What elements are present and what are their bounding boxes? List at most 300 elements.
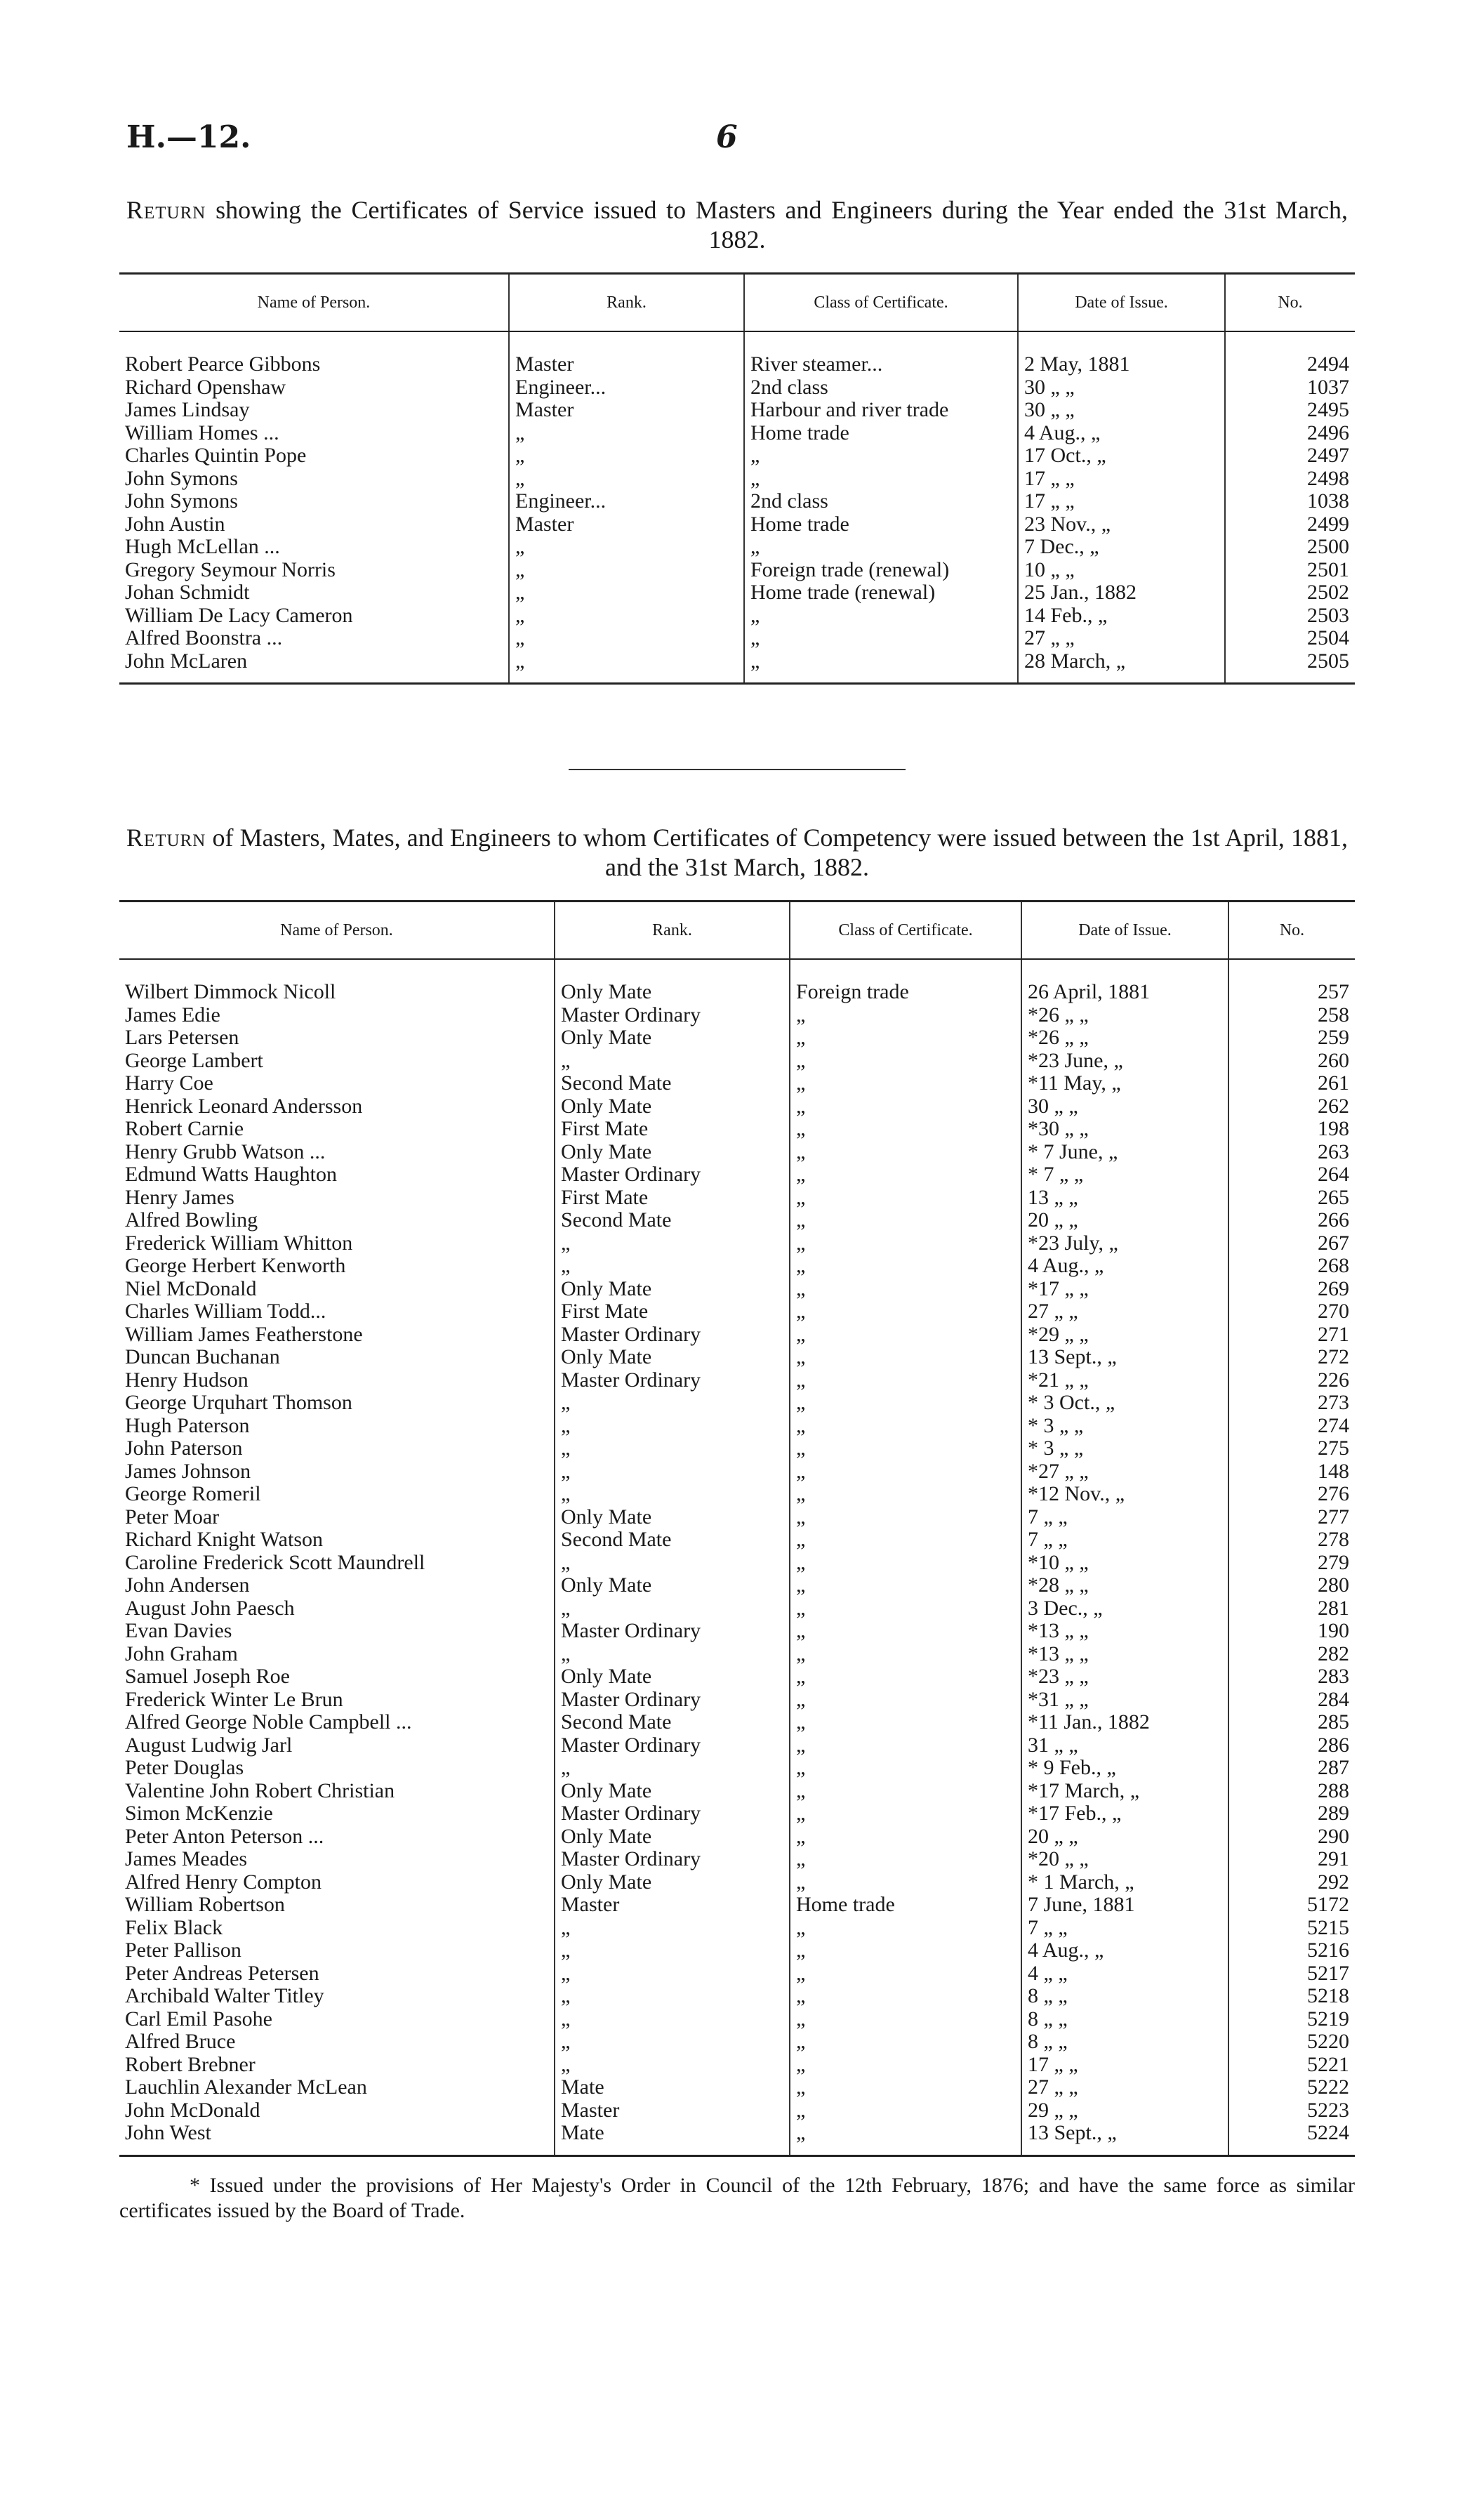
cell-class: Harbour and river trade bbox=[744, 399, 1018, 422]
table-row bbox=[119, 1050, 1355, 1073]
cell-name: Archibald Walter Titley bbox=[125, 1985, 324, 2007]
cell-number: 2504 bbox=[1225, 627, 1355, 650]
cell-class: „ bbox=[790, 1437, 1021, 1460]
cell-number: 268 bbox=[1228, 1255, 1355, 1278]
cell-date: 3 Dec., „ bbox=[1021, 1597, 1228, 1620]
cell-number: 272 bbox=[1228, 1346, 1355, 1369]
cell-number: 288 bbox=[1228, 1780, 1355, 1803]
cell-rank: „ bbox=[555, 1757, 790, 1780]
cell-date: *13 „ „ bbox=[1021, 1620, 1228, 1643]
table-row bbox=[119, 581, 1355, 605]
cell-name: Robert Pearce Gibbons bbox=[125, 353, 321, 376]
cell-name: Alfred George Noble Campbell ... bbox=[125, 1711, 412, 1734]
table-spacer-row bbox=[119, 959, 1355, 981]
cell-date: 30 „ „ bbox=[1021, 1095, 1228, 1118]
cell-class: „ bbox=[790, 1095, 1021, 1118]
cell-rank: Second Mate bbox=[555, 1209, 790, 1232]
page-number: 6 bbox=[716, 119, 738, 155]
cell-class: „ bbox=[790, 1026, 1021, 1050]
cell-class: „ bbox=[790, 1255, 1021, 1278]
table-row bbox=[119, 353, 1355, 376]
cell-date: 27 „ „ bbox=[1018, 627, 1225, 650]
cell-class: „ bbox=[790, 1962, 1021, 1986]
cell-number: 267 bbox=[1228, 1232, 1355, 1255]
table-row bbox=[119, 605, 1355, 628]
cell-name: Alfred Bowling bbox=[125, 1209, 258, 1232]
cell-class: Home trade bbox=[744, 422, 1018, 445]
table-row bbox=[119, 1095, 1355, 1118]
cell-rank: Master Ordinary bbox=[555, 1848, 790, 1871]
cell-class: „ bbox=[790, 1483, 1021, 1506]
page-header bbox=[126, 119, 1348, 161]
cell-class: Foreign trade (renewal) bbox=[744, 559, 1018, 582]
cell-rank: Master Ordinary bbox=[555, 1323, 790, 1347]
table-row bbox=[119, 650, 1355, 673]
cell-class: 2nd class bbox=[744, 376, 1018, 400]
cell-class: „ bbox=[790, 1597, 1021, 1620]
cell-rank: Master bbox=[509, 353, 744, 376]
table-spacer-row bbox=[119, 2145, 1355, 2156]
cell-class: „ bbox=[790, 1323, 1021, 1347]
cell-rank: Only Mate bbox=[555, 1278, 790, 1301]
cell-date: 8 „ „ bbox=[1021, 2008, 1228, 2031]
cell-number: 280 bbox=[1228, 1574, 1355, 1597]
table2-title-text: of Masters, Mates, and Engineers to whom Certificates of Competency were issued between the 1st April, 1881, and the 31st March, 1882. bbox=[212, 824, 1349, 881]
table-row bbox=[119, 1552, 1355, 1575]
cell-rank: First Mate bbox=[555, 1187, 790, 1210]
cell-name: Peter Douglas bbox=[125, 1757, 244, 1779]
cell-name: Edmund Watts Haughton bbox=[125, 1163, 338, 1186]
cell-class: „ bbox=[790, 1643, 1021, 1666]
table-row bbox=[119, 2122, 1355, 2145]
table-header-row bbox=[119, 902, 1355, 960]
cell-date: 31 „ „ bbox=[1021, 1734, 1228, 1757]
cell-date: *30 „ „ bbox=[1021, 1118, 1228, 1141]
cell-name: Robert Brebner bbox=[125, 2053, 256, 2076]
table-row bbox=[119, 1323, 1355, 1347]
table-row bbox=[119, 627, 1355, 650]
cell-number: 2494 bbox=[1225, 353, 1355, 376]
cell-name: Felix Black bbox=[125, 1916, 223, 1939]
cell-number: 226 bbox=[1228, 1369, 1355, 1392]
cell-rank: Master bbox=[509, 513, 744, 536]
cell-date: 17 „ „ bbox=[1018, 490, 1225, 513]
cell-class: „ bbox=[790, 1780, 1021, 1803]
cell-number: 287 bbox=[1228, 1757, 1355, 1780]
cell-name: Duncan Buchanan bbox=[125, 1346, 280, 1368]
cell-rank: „ bbox=[555, 1643, 790, 1666]
cell-rank: Master Ordinary bbox=[555, 1620, 790, 1643]
cell-class: „ bbox=[790, 2076, 1021, 2099]
cell-rank: Only Mate bbox=[555, 1825, 790, 1849]
cell-class: „ bbox=[790, 1528, 1021, 1552]
cell-date: 13 Sept., „ bbox=[1021, 2122, 1228, 2145]
cell-name: Alfred Bruce bbox=[125, 2031, 236, 2053]
table-row bbox=[119, 1689, 1355, 1712]
cell-name: John West bbox=[125, 2122, 211, 2144]
cell-date: * 3 Oct., „ bbox=[1021, 1392, 1228, 1415]
cell-name: Gregory Seymour Norris bbox=[125, 558, 336, 581]
cell-name: Robert Carnie bbox=[125, 1118, 244, 1140]
cell-rank: Master Ordinary bbox=[555, 1369, 790, 1392]
cell-date: 2 May, 1881 bbox=[1018, 353, 1225, 376]
cell-number: 190 bbox=[1228, 1620, 1355, 1643]
cell-rank: „ bbox=[509, 422, 744, 445]
cell-date: * 3 „ „ bbox=[1021, 1415, 1228, 1438]
cell-number: 1038 bbox=[1225, 490, 1355, 513]
cell-date: * 3 „ „ bbox=[1021, 1437, 1228, 1460]
table-row bbox=[119, 1506, 1355, 1529]
cell-rank: Only Mate bbox=[555, 1026, 790, 1050]
cell-date: 4 Aug., „ bbox=[1021, 1939, 1228, 1962]
cell-date: *31 „ „ bbox=[1021, 1689, 1228, 1712]
cell-date: 7 June, 1881 bbox=[1021, 1894, 1228, 1917]
cell-name: James Edie bbox=[125, 1003, 220, 1026]
cell-number: 283 bbox=[1228, 1665, 1355, 1689]
cell-name: Hugh Paterson bbox=[125, 1414, 250, 1437]
cell-number: 266 bbox=[1228, 1209, 1355, 1232]
cell-rank: Only Mate bbox=[555, 981, 790, 1004]
cell-rank: „ bbox=[555, 1552, 790, 1575]
table-row bbox=[119, 1072, 1355, 1095]
cell-class: River steamer... bbox=[744, 353, 1018, 376]
cell-class: „ bbox=[790, 1917, 1021, 1940]
cell-rank: „ bbox=[509, 444, 744, 468]
table-row bbox=[119, 1711, 1355, 1734]
table-row bbox=[119, 1528, 1355, 1552]
table-row bbox=[119, 2076, 1355, 2099]
cell-number: 5219 bbox=[1228, 2008, 1355, 2031]
cell-number: 279 bbox=[1228, 1552, 1355, 1575]
cell-class: „ bbox=[744, 468, 1018, 491]
cell-date: 26 April, 1881 bbox=[1021, 981, 1228, 1004]
table-row bbox=[119, 1004, 1355, 1027]
cell-class: „ bbox=[790, 1985, 1021, 2008]
cell-date: 4 Aug., „ bbox=[1021, 1255, 1228, 1278]
cell-rank: Only Mate bbox=[555, 1141, 790, 1164]
cell-name: James Meades bbox=[125, 1848, 248, 1870]
competency-certificates-table bbox=[119, 900, 1355, 2157]
table-row bbox=[119, 1209, 1355, 1232]
table-row bbox=[119, 1392, 1355, 1415]
cell-name: John Graham bbox=[125, 1642, 238, 1665]
cell-class: „ bbox=[790, 1734, 1021, 1757]
cell-number: 290 bbox=[1228, 1825, 1355, 1849]
cell-name: William Homes ... bbox=[125, 421, 279, 444]
cell-class: „ bbox=[790, 1004, 1021, 1027]
cell-number: 278 bbox=[1228, 1528, 1355, 1552]
table-row bbox=[119, 1734, 1355, 1757]
cell-rank: „ bbox=[509, 650, 744, 673]
cell-number: 2498 bbox=[1225, 468, 1355, 491]
cell-number: 5216 bbox=[1228, 1939, 1355, 1962]
footnote: * Issued under the provisions of Her Majesty's Order in Council of the 12th February, 1876; and have the same force as similar certificates issued by the Board of Trade. bbox=[119, 2174, 1355, 2222]
cell-rank: Master Ordinary bbox=[555, 1163, 790, 1187]
cell-number: 260 bbox=[1228, 1050, 1355, 1073]
cell-rank: Master Ordinary bbox=[555, 1802, 790, 1825]
table-row bbox=[119, 399, 1355, 422]
cell-rank: „ bbox=[555, 1939, 790, 1962]
cell-name: August Ludwig Jarl bbox=[125, 1734, 293, 1757]
cell-number: 282 bbox=[1228, 1643, 1355, 1666]
cell-rank: „ bbox=[555, 2031, 790, 2054]
cell-class: „ bbox=[790, 1848, 1021, 1871]
cell-rank: Master bbox=[509, 399, 744, 422]
cell-class: Home trade (renewal) bbox=[744, 581, 1018, 605]
table-row bbox=[119, 2031, 1355, 2054]
cell-date: *21 „ „ bbox=[1021, 1369, 1228, 1392]
cell-name: Lauchlin Alexander McLean bbox=[125, 2076, 367, 2099]
cell-rank: „ bbox=[509, 627, 744, 650]
table-spacer-row bbox=[119, 673, 1355, 684]
cell-number: 2505 bbox=[1225, 650, 1355, 673]
cell-class: „ bbox=[790, 1665, 1021, 1689]
cell-number: 269 bbox=[1228, 1278, 1355, 1301]
cell-number: 286 bbox=[1228, 1734, 1355, 1757]
cell-date: *23 July, „ bbox=[1021, 1232, 1228, 1255]
cell-number: 2495 bbox=[1225, 399, 1355, 422]
table-header-row bbox=[119, 274, 1355, 332]
cell-rank: „ bbox=[555, 2054, 790, 2077]
table-row bbox=[119, 1300, 1355, 1323]
cell-rank: „ bbox=[555, 1917, 790, 1940]
cell-name: Charles Quintin Pope bbox=[125, 444, 307, 467]
cell-class: „ bbox=[790, 1369, 1021, 1392]
cell-name: Caroline Frederick Scott Maundrell bbox=[125, 1551, 425, 1574]
cell-rank: „ bbox=[555, 1460, 790, 1484]
cell-name: George Urquhart Thomson bbox=[125, 1392, 352, 1414]
table2-title-lead: Return bbox=[126, 824, 206, 852]
cell-rank: „ bbox=[509, 581, 744, 605]
cell-rank: Only Mate bbox=[555, 1095, 790, 1118]
cell-class: „ bbox=[790, 1871, 1021, 1894]
cell-name: Valentine John Robert Christian bbox=[125, 1779, 395, 1802]
cell-name: August John Paesch bbox=[125, 1597, 295, 1620]
cell-rank: Engineer... bbox=[509, 490, 744, 513]
table-row bbox=[119, 376, 1355, 400]
cell-class: „ bbox=[790, 2008, 1021, 2031]
cell-rank: Master bbox=[555, 2099, 790, 2122]
cell-rank: First Mate bbox=[555, 1300, 790, 1323]
col-header-date: Date of Issue. bbox=[1021, 902, 1228, 960]
cell-number: 275 bbox=[1228, 1437, 1355, 1460]
table-row bbox=[119, 1962, 1355, 1986]
cell-number: 276 bbox=[1228, 1483, 1355, 1506]
cell-class: „ bbox=[790, 1278, 1021, 1301]
table-row bbox=[119, 1255, 1355, 1278]
table-row bbox=[119, 1825, 1355, 1849]
cell-rank: Mate bbox=[555, 2076, 790, 2099]
cell-date: *10 „ „ bbox=[1021, 1552, 1228, 1575]
cell-number: 262 bbox=[1228, 1095, 1355, 1118]
table-row bbox=[119, 1985, 1355, 2008]
cell-number: 263 bbox=[1228, 1141, 1355, 1164]
col-header-rank: Rank. bbox=[509, 274, 744, 332]
cell-date: * 7 „ „ bbox=[1021, 1163, 1228, 1187]
cell-rank: „ bbox=[555, 1415, 790, 1438]
cell-number: 2496 bbox=[1225, 422, 1355, 445]
cell-date: *23 June, „ bbox=[1021, 1050, 1228, 1073]
cell-date: * 1 March, „ bbox=[1021, 1871, 1228, 1894]
cell-date: *17 March, „ bbox=[1021, 1780, 1228, 1803]
cell-class: „ bbox=[790, 1574, 1021, 1597]
cell-rank: „ bbox=[555, 1050, 790, 1073]
cell-number: 265 bbox=[1228, 1187, 1355, 1210]
table-row bbox=[119, 981, 1355, 1004]
service-certificates-table bbox=[119, 272, 1355, 685]
cell-rank: Only Mate bbox=[555, 1346, 790, 1369]
cell-rank: First Mate bbox=[555, 1118, 790, 1141]
cell-name: Alfred Henry Compton bbox=[125, 1870, 322, 1894]
cell-number: 291 bbox=[1228, 1848, 1355, 1871]
table1-title bbox=[126, 195, 1348, 254]
cell-class: „ bbox=[790, 1050, 1021, 1073]
cell-name: John McLaren bbox=[125, 649, 248, 673]
cell-date: 27 „ „ bbox=[1021, 1300, 1228, 1323]
cell-rank: Mate bbox=[555, 2122, 790, 2145]
table-row bbox=[119, 1757, 1355, 1780]
table-row bbox=[119, 513, 1355, 536]
table-row bbox=[119, 468, 1355, 491]
table-row bbox=[119, 2054, 1355, 2077]
table-row bbox=[119, 1460, 1355, 1484]
cell-number: 289 bbox=[1228, 1802, 1355, 1825]
cell-number: 5223 bbox=[1228, 2099, 1355, 2122]
cell-rank: „ bbox=[509, 605, 744, 628]
cell-name: Frederick William Whitton bbox=[125, 1232, 353, 1255]
cell-class: „ bbox=[790, 1300, 1021, 1323]
cell-rank: Second Mate bbox=[555, 1072, 790, 1095]
table-row bbox=[119, 1437, 1355, 1460]
cell-class: „ bbox=[790, 1825, 1021, 1849]
cell-rank: Second Mate bbox=[555, 1711, 790, 1734]
cell-date: *17 Feb., „ bbox=[1021, 1802, 1228, 1825]
cell-date: 14 Feb., „ bbox=[1018, 605, 1225, 628]
cell-number: 2497 bbox=[1225, 444, 1355, 468]
table-row bbox=[119, 1894, 1355, 1917]
cell-number: 5172 bbox=[1228, 1894, 1355, 1917]
col-header-no: No. bbox=[1225, 274, 1355, 332]
cell-class: „ bbox=[790, 1415, 1021, 1438]
cell-class: „ bbox=[744, 444, 1018, 468]
cell-class: „ bbox=[790, 1757, 1021, 1780]
cell-class: „ bbox=[790, 1460, 1021, 1484]
cell-date: 30 „ „ bbox=[1018, 376, 1225, 400]
cell-date: 29 „ „ bbox=[1021, 2099, 1228, 2122]
cell-rank: Only Mate bbox=[555, 1780, 790, 1803]
cell-class: „ bbox=[790, 1118, 1021, 1141]
cell-class: „ bbox=[790, 1939, 1021, 1962]
cell-class: „ bbox=[790, 1711, 1021, 1734]
table-row bbox=[119, 1187, 1355, 1210]
cell-number: 148 bbox=[1228, 1460, 1355, 1484]
cell-class: „ bbox=[790, 1689, 1021, 1712]
cell-name: Henrick Leonard Andersson bbox=[125, 1095, 363, 1118]
cell-date: *13 „ „ bbox=[1021, 1643, 1228, 1666]
cell-rank: „ bbox=[509, 536, 744, 559]
cell-name: William Robertson bbox=[125, 1894, 285, 1916]
table-row bbox=[119, 2099, 1355, 2122]
col-header-no: No. bbox=[1228, 902, 1355, 960]
table-row bbox=[119, 1141, 1355, 1164]
table-row bbox=[119, 2008, 1355, 2031]
cell-name: Richard Knight Watson bbox=[125, 1528, 323, 1551]
cell-rank: Master bbox=[555, 1894, 790, 1917]
cell-date: *20 „ „ bbox=[1021, 1848, 1228, 1871]
cell-number: 1037 bbox=[1225, 376, 1355, 400]
cell-class: „ bbox=[790, 1620, 1021, 1643]
cell-class: „ bbox=[790, 1209, 1021, 1232]
cell-class: „ bbox=[790, 1392, 1021, 1415]
cell-date: *11 May, „ bbox=[1021, 1072, 1228, 1095]
col-header-class: Class of Certificate. bbox=[790, 902, 1021, 960]
cell-number: 2500 bbox=[1225, 536, 1355, 559]
cell-class: „ bbox=[790, 1346, 1021, 1369]
cell-number: 5221 bbox=[1228, 2054, 1355, 2077]
col-header-name: Name of Person. bbox=[119, 274, 509, 332]
cell-class: „ bbox=[790, 1187, 1021, 1210]
cell-name: James Johnson bbox=[125, 1460, 251, 1483]
table-row bbox=[119, 1163, 1355, 1187]
cell-date: 20 „ „ bbox=[1021, 1825, 1228, 1849]
table-spacer-row bbox=[119, 331, 1355, 353]
cell-date: * 7 June, „ bbox=[1021, 1141, 1228, 1164]
cell-date: *26 „ „ bbox=[1021, 1004, 1228, 1027]
table1-title-text: showing the Certificates of Service issued to Masters and Engineers during the Year ended the 31st March, 1882. bbox=[216, 196, 1349, 253]
cell-rank: „ bbox=[555, 1255, 790, 1278]
cell-class: „ bbox=[790, 1506, 1021, 1529]
cell-name: Peter Moar bbox=[125, 1505, 220, 1528]
cell-number: 5220 bbox=[1228, 2031, 1355, 2054]
table-row bbox=[119, 559, 1355, 582]
cell-name: Peter Andreas Petersen bbox=[125, 1962, 319, 1985]
cell-name: Samuel Joseph Roe bbox=[125, 1665, 290, 1688]
cell-rank: „ bbox=[555, 1437, 790, 1460]
cell-date: *28 „ „ bbox=[1021, 1574, 1228, 1597]
cell-date: *12 Nov., „ bbox=[1021, 1483, 1228, 1506]
cell-name: Hugh McLellan ... bbox=[125, 536, 280, 558]
cell-date: 17 „ „ bbox=[1018, 468, 1225, 491]
cell-date: *17 „ „ bbox=[1021, 1278, 1228, 1301]
cell-class: „ bbox=[790, 1802, 1021, 1825]
cell-name: Peter Pallison bbox=[125, 1939, 241, 1962]
cell-date: 27 „ „ bbox=[1021, 2076, 1228, 2099]
cell-name: Frederick Winter Le Brun bbox=[125, 1688, 343, 1711]
cell-class: „ bbox=[790, 2031, 1021, 2054]
table-row bbox=[119, 1118, 1355, 1141]
cell-date: 17 „ „ bbox=[1021, 2054, 1228, 2077]
cell-name: Lars Petersen bbox=[125, 1026, 239, 1049]
cell-number: 198 bbox=[1228, 1118, 1355, 1141]
table-row bbox=[119, 1780, 1355, 1803]
cell-number: 5217 bbox=[1228, 1962, 1355, 1986]
col-header-date: Date of Issue. bbox=[1018, 274, 1225, 332]
cell-rank: Master Ordinary bbox=[555, 1004, 790, 1027]
cell-rank: „ bbox=[555, 1232, 790, 1255]
cell-number: 292 bbox=[1228, 1871, 1355, 1894]
cell-date: *26 „ „ bbox=[1021, 1026, 1228, 1050]
cell-rank: Only Mate bbox=[555, 1871, 790, 1894]
cell-name: Harry Coe bbox=[125, 1072, 213, 1095]
cell-name: George Romeril bbox=[125, 1483, 261, 1505]
table-row bbox=[119, 444, 1355, 468]
table-row bbox=[119, 1665, 1355, 1689]
cell-name: James Lindsay bbox=[125, 399, 250, 421]
table-row bbox=[119, 1620, 1355, 1643]
cell-name: John Symons bbox=[125, 490, 238, 513]
cell-date: 7 Dec., „ bbox=[1018, 536, 1225, 559]
table-row bbox=[119, 1871, 1355, 1894]
